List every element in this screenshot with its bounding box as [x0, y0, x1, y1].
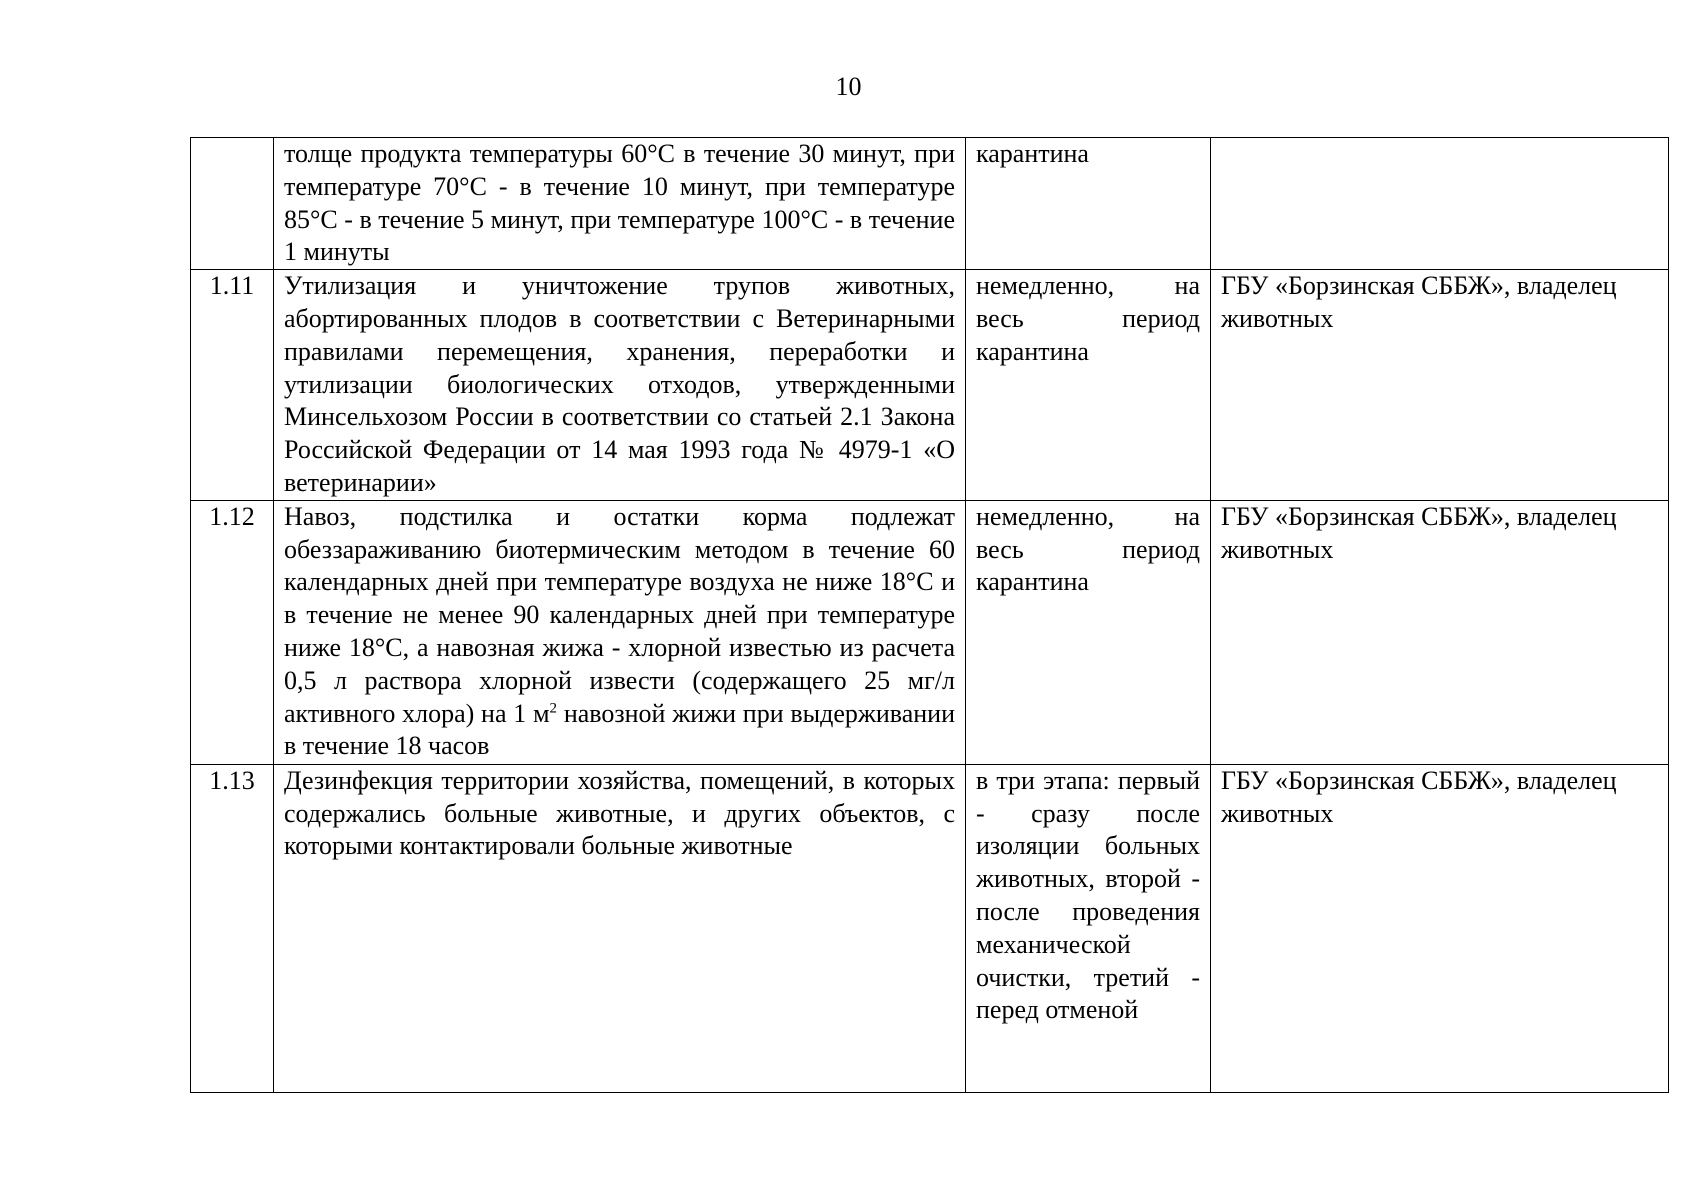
table-row: [191, 500, 1669, 764]
page-number: 10: [835, 72, 862, 101]
row-number-cell: 1.13: [191, 764, 274, 1092]
term-cell: немедленно, на весь период карантина: [966, 270, 1211, 501]
term-cell: немедленно, на весь период карантина: [966, 500, 1211, 764]
row-number-cell: [191, 138, 274, 270]
measure-cell: Дезинфекция территории хозяйства, помещений, в которых содержались больные животные, и других объектов, с которыми контактировали больные животные: [274, 764, 966, 1092]
row-number-cell: 1.12: [191, 500, 274, 764]
measures-table: [190, 137, 1669, 1093]
table-row: [191, 764, 1669, 1092]
measure-cell: Утилизация и уничтожение трупов животных, абортированных плодов в соответствии с Ветеринарными правилами перемещения, хранения, переработки и утилизации биологических отходов, утвержденными Минсельхозом России в соответствии со статьей 2.1 Закона Российской Федерации от 14 мая 1993 года № 4979-1 «О ветеринарии»: [274, 270, 966, 501]
term-cell: в три этапа: первый - сразу после изоляции больных животных, второй - после проведения механической очистки, третий - перед отменой: [966, 764, 1211, 1092]
measure-text-continued: навозной жижи при выдерживании в течение 18 часов: [284, 698, 955, 761]
table-row: [191, 270, 1669, 501]
responsible-cell: ГБУ «Борзинская СББЖ», владелец животных: [1211, 270, 1669, 501]
responsible-cell: [1211, 138, 1669, 270]
responsible-cell: ГБУ «Борзинская СББЖ», владелец животных: [1211, 764, 1669, 1092]
measure-cell: [274, 500, 966, 764]
responsible-cell: ГБУ «Борзинская СББЖ», владелец животных: [1211, 500, 1669, 764]
row-number-cell: 1.11: [191, 270, 274, 501]
measure-cell: толще продукта температуры 60°С в течение 30 минут, при температуре 70°С - в течение 10 минут, при температуре 85°С - в течение 5 минут, при температуре 100°С - в течение 1 минуты: [274, 138, 966, 270]
superscript: 2: [549, 699, 558, 716]
term-cell: карантина: [966, 138, 1211, 270]
measure-text: Навоз, подстилка и остатки корма подлежат обеззараживанию биотермическим методом в течение 60 календарных дней при температуре воздуха не ниже 18°С и в течение не менее 90 календарных дней при температуре ниже 18°С, а навозная жижа - хлорной известью из расчета 0,5 л раствора хлорной извести (содержащего 25 мг/л активного хлора) на 1 м: [284, 501, 955, 728]
table-row: [191, 138, 1669, 270]
